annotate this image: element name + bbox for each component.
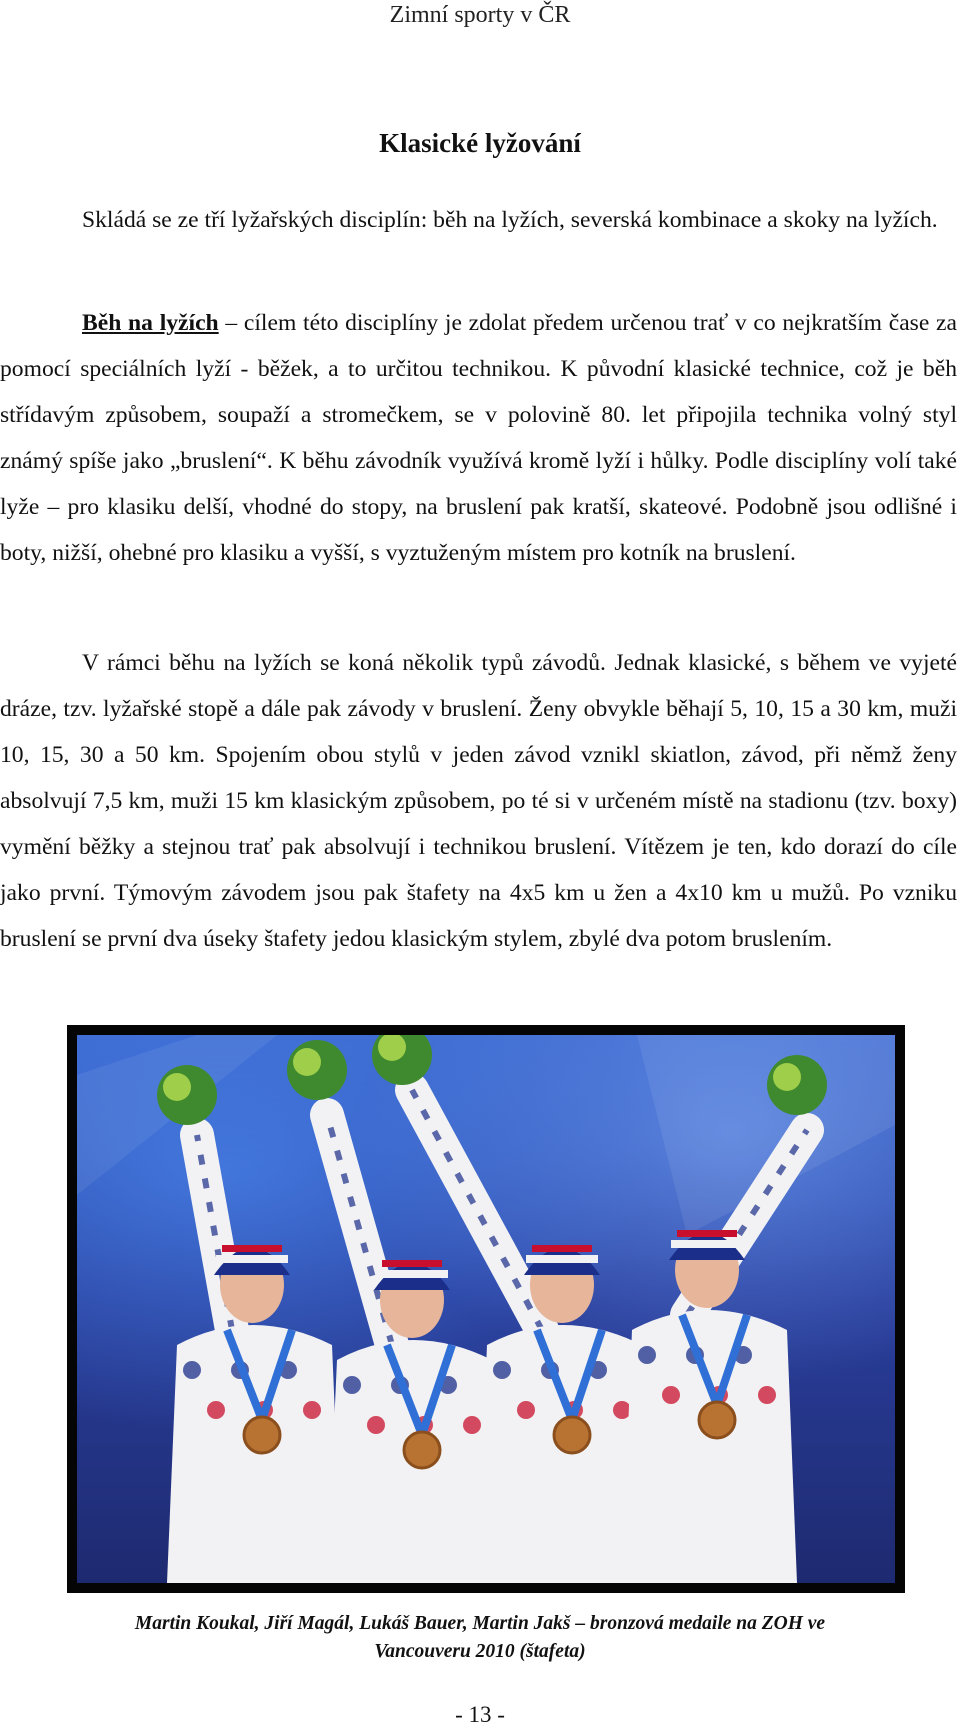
jacket-pattern [183, 1361, 201, 1379]
bouquet-flower [293, 1048, 321, 1076]
photo-illustration [77, 1035, 895, 1583]
bezky-lead-term: Běh na lyžích [82, 310, 219, 336]
jacket-pattern [207, 1401, 225, 1419]
jacket-pattern [638, 1346, 656, 1364]
bezky-text: – cílem této disciplíny je zdolat předem určenou trať v co nejkratším čase za pomocí speciálních lyží - běžek, a to určitou technikou. K původní klasické technice, což je běh střídavým způsobem, soupaží a stromečkem, se v polovině 80. let připojila technika volný styl známý spíše jako „bruslení“. K běhu závodník využívá kromě lyží i hůlky. Podle disciplíny volí také lyže – pro klasiku delší, vhodné do stopy, na bruslení pak kratší, skateové. Podobně jsou odlišné i boty, nižší, ohebné pro klasiku a vyšší, s vyztuženým místem pro kotník na bruslení. [0, 310, 957, 566]
bouquet-flower [163, 1073, 191, 1101]
running-header: Zimní sporty v ČR [389, 2, 571, 28]
hat-stripe [677, 1230, 737, 1237]
hat-stripe [216, 1255, 288, 1263]
figure-caption: Martin Koukal, Jiří Magál, Lukáš Bauer, Martin Jakš – bronzová medaile na ZOH ve Vancouveru 2010 (štafeta) [134, 1613, 826, 1662]
paragraph-intro: Skládá se ze tří lyžařských disciplín: běh na lyžích, severská kombinace a skoky na lyžích. [82, 207, 938, 233]
page-number: - 13 - [455, 1702, 505, 1727]
relay-team-photo [77, 1035, 895, 1583]
hat-stripe [222, 1245, 282, 1252]
bronze-medal [554, 1417, 590, 1453]
jacket-pattern [343, 1376, 361, 1394]
jacket-pattern [662, 1386, 680, 1404]
jacket-pattern [613, 1401, 631, 1419]
photo-frame [67, 1025, 905, 1593]
jacket-pattern [367, 1416, 385, 1434]
hat-stripe [376, 1270, 448, 1278]
bronze-medal [244, 1417, 280, 1453]
hat-stripe [382, 1260, 442, 1267]
bronze-medal [404, 1432, 440, 1468]
jacket-pattern [493, 1361, 511, 1379]
jacket-pattern [758, 1386, 776, 1404]
bronze-medal [699, 1402, 735, 1438]
hat-stripe [671, 1240, 743, 1248]
jacket-pattern [517, 1401, 535, 1419]
jacket-pattern [463, 1416, 481, 1434]
hat-stripe [532, 1245, 592, 1252]
paragraph-bezky [0, 300, 957, 576]
jacket-pattern [303, 1401, 321, 1419]
paragraph-zavody: V rámci běhu na lyžích se koná několik typů závodů. Jednak klasické, s během ve vyjeté dráze, tzv. lyžařské stopě a dále pak závody v bruslení. Ženy obvykle běhají 5, 10, 15 a 30 km, muži 10, 15, 30 a 50 km. Spojením obou stylů v jeden závod vznikl skiatlon, závod, při němž ženy absolvují 7,5 km, muži 15 km klasickým způsobem, po té si v určeném místě na stadionu (tzv. boxy) vymění běžky a stejnou trať pak absolvují i technikou bruslení. Vítězem je ten, kdo dorazí do cíle jako první. Týmovým závodem jsou pak štafety na 4x5 km u žen a 4x10 km u mužů. Po vzniku bruslení se první dva úseky štafety jedou klasickým stylem, zbylé dva potom bruslením. [0, 650, 957, 952]
athlete-1 [157, 1065, 342, 1583]
bouquet-flower [773, 1063, 801, 1091]
hat-stripe [526, 1255, 598, 1263]
section-title: Klasické lyžování [379, 128, 581, 158]
